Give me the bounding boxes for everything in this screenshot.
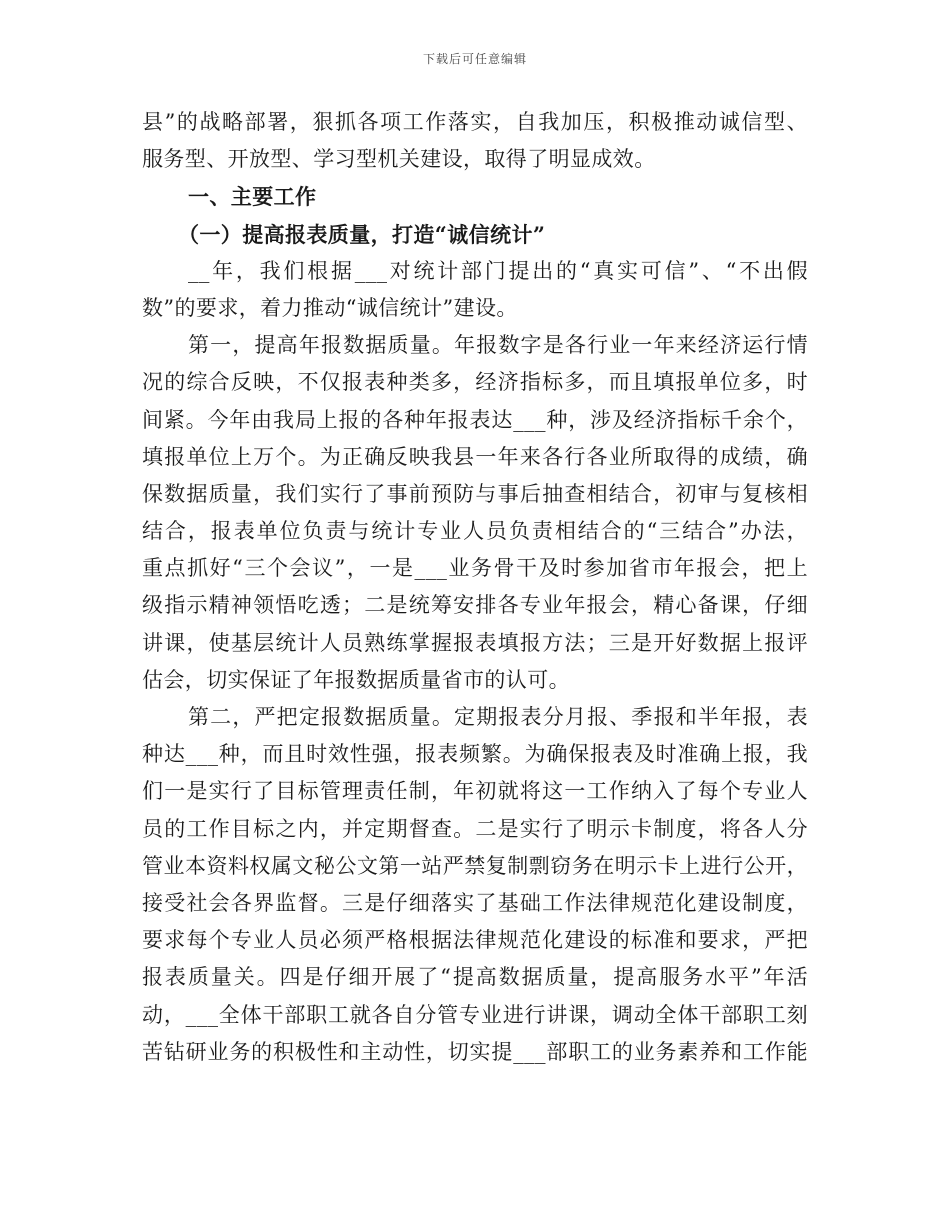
text-line: 第二，严把定报数据质量。定期报表分月报、季报和半年报，表 xyxy=(188,705,808,729)
document-body xyxy=(142,104,808,1071)
text-line: 间紧。今年由我局上报的各种年报表达___种，涉及经济指标千余个， xyxy=(142,407,808,432)
text-line: 县”的战略部署，狠抓各项工作落实，自我加压，积极推动诚信型、 xyxy=(142,110,808,134)
text-line: 保数据质量，我们实行了事前预防与事后抽查相结合，初审与复核相 xyxy=(142,481,808,506)
text-line: 苦钻研业务的积极性和主动性，切实提___部职工的业务素养和工作能 xyxy=(142,1039,808,1064)
text-line: 结合，报表单位负责与统计专业人员负责相结合的“三结合”办法， xyxy=(142,519,808,544)
text-line: 要求每个专业人员必须严格根据法律规范化建设的标准和要求，严把 xyxy=(142,928,808,953)
text-line: 重点抓好“三个会议”，一是___业务骨干及时参加省市年报会，把上 xyxy=(142,556,808,581)
text-line: __年，我们根据___对统计部门提出的“真实可信”、“不出假 xyxy=(188,258,808,283)
subsection-heading: （一）提高报表质量，打造“诚信统计” xyxy=(178,221,546,247)
text-line: 数”的要求，着力推动“诚信统计”建设。 xyxy=(142,295,518,320)
section-heading: 一、主要工作 xyxy=(188,184,317,210)
text-line: 动，___全体干部职工就各自分管专业进行讲课，调动全体干部职工刻 xyxy=(142,1002,808,1027)
text-line: 报表质量关。四是仔细开展了“提高数据质量，提高服务水平”年活 xyxy=(142,965,808,990)
text-line: 讲课，使基层统计人员熟练掌握报表填报方法；三是开好数据上报评 xyxy=(142,630,808,655)
text-line: 员的工作目标之内，并定期督查。二是实行了明示卡制度，将各人分 xyxy=(142,816,808,841)
text-line: 管业本资料权属文秘公文第一站严禁复制剽窃务在明示卡上进行公开， xyxy=(142,853,808,878)
page-header: 下载后可任意编辑 xyxy=(422,52,527,66)
text-line: 填报单位上万个。为正确反映我县一年来各行各业所取得的成绩，确 xyxy=(142,444,808,469)
text-line: 种达___种，而且时效性强，报表频繁。为确保报表及时准确上报，我 xyxy=(142,742,808,767)
text-line: 接受社会各界监督。三是仔细落实了基础工作法律规范化建设制度， xyxy=(142,890,808,915)
text-line: 况的综合反映，不仅报表种类多，经济指标多，而且填报单位多，时 xyxy=(142,370,808,395)
text-line: 第一，提高年报数据质量。年报数字是各行业一年来经济运行情 xyxy=(188,333,808,358)
text-line: 们一是实行了目标管理责任制，年初就将这一工作纳入了每个专业人 xyxy=(142,779,808,804)
text-line: 估会，切实保证了年报数据质量省市的认可。 xyxy=(142,667,570,692)
text-line: 级指示精神领悟吃透；二是统筹安排各专业年报会，精心备课，仔细 xyxy=(142,593,808,618)
text-line: 服务型、开放型、学习型机关建设，取得了明显成效。 xyxy=(142,147,656,172)
